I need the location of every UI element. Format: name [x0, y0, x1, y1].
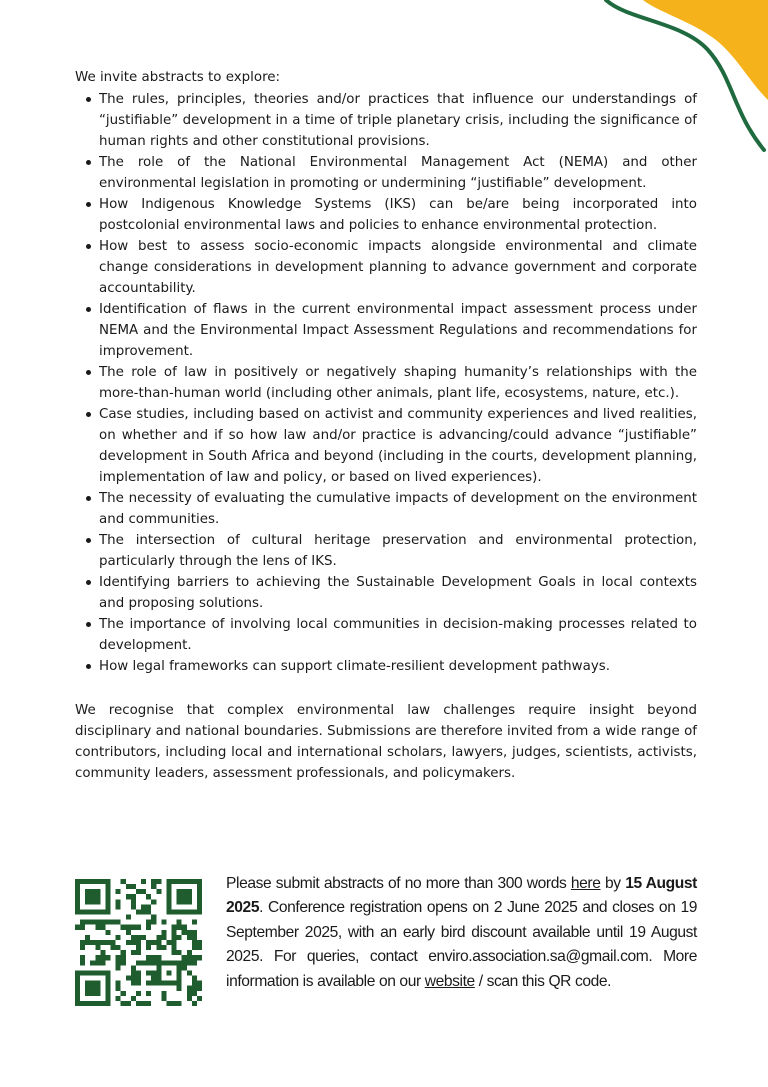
main-content — [75, 67, 697, 784]
topic-item: Identification of flaws in the current environmental impact assessment process under NEMA and the Environmental Impact Assessment Regulations and recommendations for improvement. — [75, 299, 697, 362]
here-link[interactable]: here — [570, 875, 601, 892]
topic-item: The importance of involving local communities in decision-making processes related to development. — [75, 614, 697, 656]
topic-item: How best to assess socio-economic impacts alongside environmental and climate change considerations in development planning to advance government and corporate accountability. — [75, 236, 697, 299]
qr-code-icon — [75, 879, 202, 1006]
topic-item: The role of the National Environmental Management Act (NEMA) and other environmental legislation in promoting or undermining “justifiable” development. — [75, 152, 697, 194]
topic-item: The intersection of cultural heritage preservation and environmental protection, particularly through the lens of IKS. — [75, 530, 697, 572]
topic-item: Case studies, including based on activist and community experiences and lived realities, on whether and if so how law and/or practice is advancing/could advance “justifiable” development in South Africa and beyond (including in the courts, development planning, implementation of law and policy, or based on lived experiences). — [75, 404, 697, 488]
deadline-date: 15 August 2025 — [226, 875, 697, 917]
submit-text-part3: . Conference registration opens on 2 June 2025 and closes on 19 September 2025, with an early bird discount available until 19 August 2025. For queries, contact enviro.association.sa@gmail.com. More information is available on our — [226, 899, 697, 990]
topic-item: The necessity of evaluating the cumulative impacts of development on the environment and communities. — [75, 488, 697, 530]
topic-item: How legal frameworks can support climate-resilient development pathways. — [75, 656, 697, 677]
topic-item: The rules, principles, theories and/or practices that influence our understandings of “justifiable” development in a time of triple planetary crisis, including the significance of human rights and other constitutional provisions. — [75, 89, 697, 152]
submission-text — [226, 872, 697, 994]
submission-block — [75, 872, 697, 1012]
topic-item: How Indigenous Knowledge Systems (IKS) can be/are being incorporated into postcolonial environmental laws and policies to enhance environmental protection. — [75, 194, 697, 236]
topic-item: Identifying barriers to achieving the Sustainable Development Goals in local contexts and proposing solutions. — [75, 572, 697, 614]
submit-text-part1: Please submit abstracts of no more than 300 words — [226, 875, 571, 892]
submit-text-part4: / scan this QR code. — [474, 972, 612, 990]
recognise-paragraph: We recognise that complex environmental law challenges require insight beyond disciplinary and national boundaries. Submissions are therefore invited from a wide range of contributors, including local and international scholars, lawyers, judges, scientists, activists, community leaders, assessment professionals, and policymakers. — [75, 703, 697, 781]
topic-item: The role of law in positively or negatively shaping humanity’s relationships with the more-than-human world (including other animals, plant life, ecosystems, nature, etc.). — [75, 362, 697, 404]
topics-list — [75, 89, 697, 677]
intro-text: We invite abstracts to explore: — [75, 70, 281, 85]
submit-text-part2: by — [600, 875, 626, 892]
website-link[interactable]: website — [424, 972, 475, 990]
